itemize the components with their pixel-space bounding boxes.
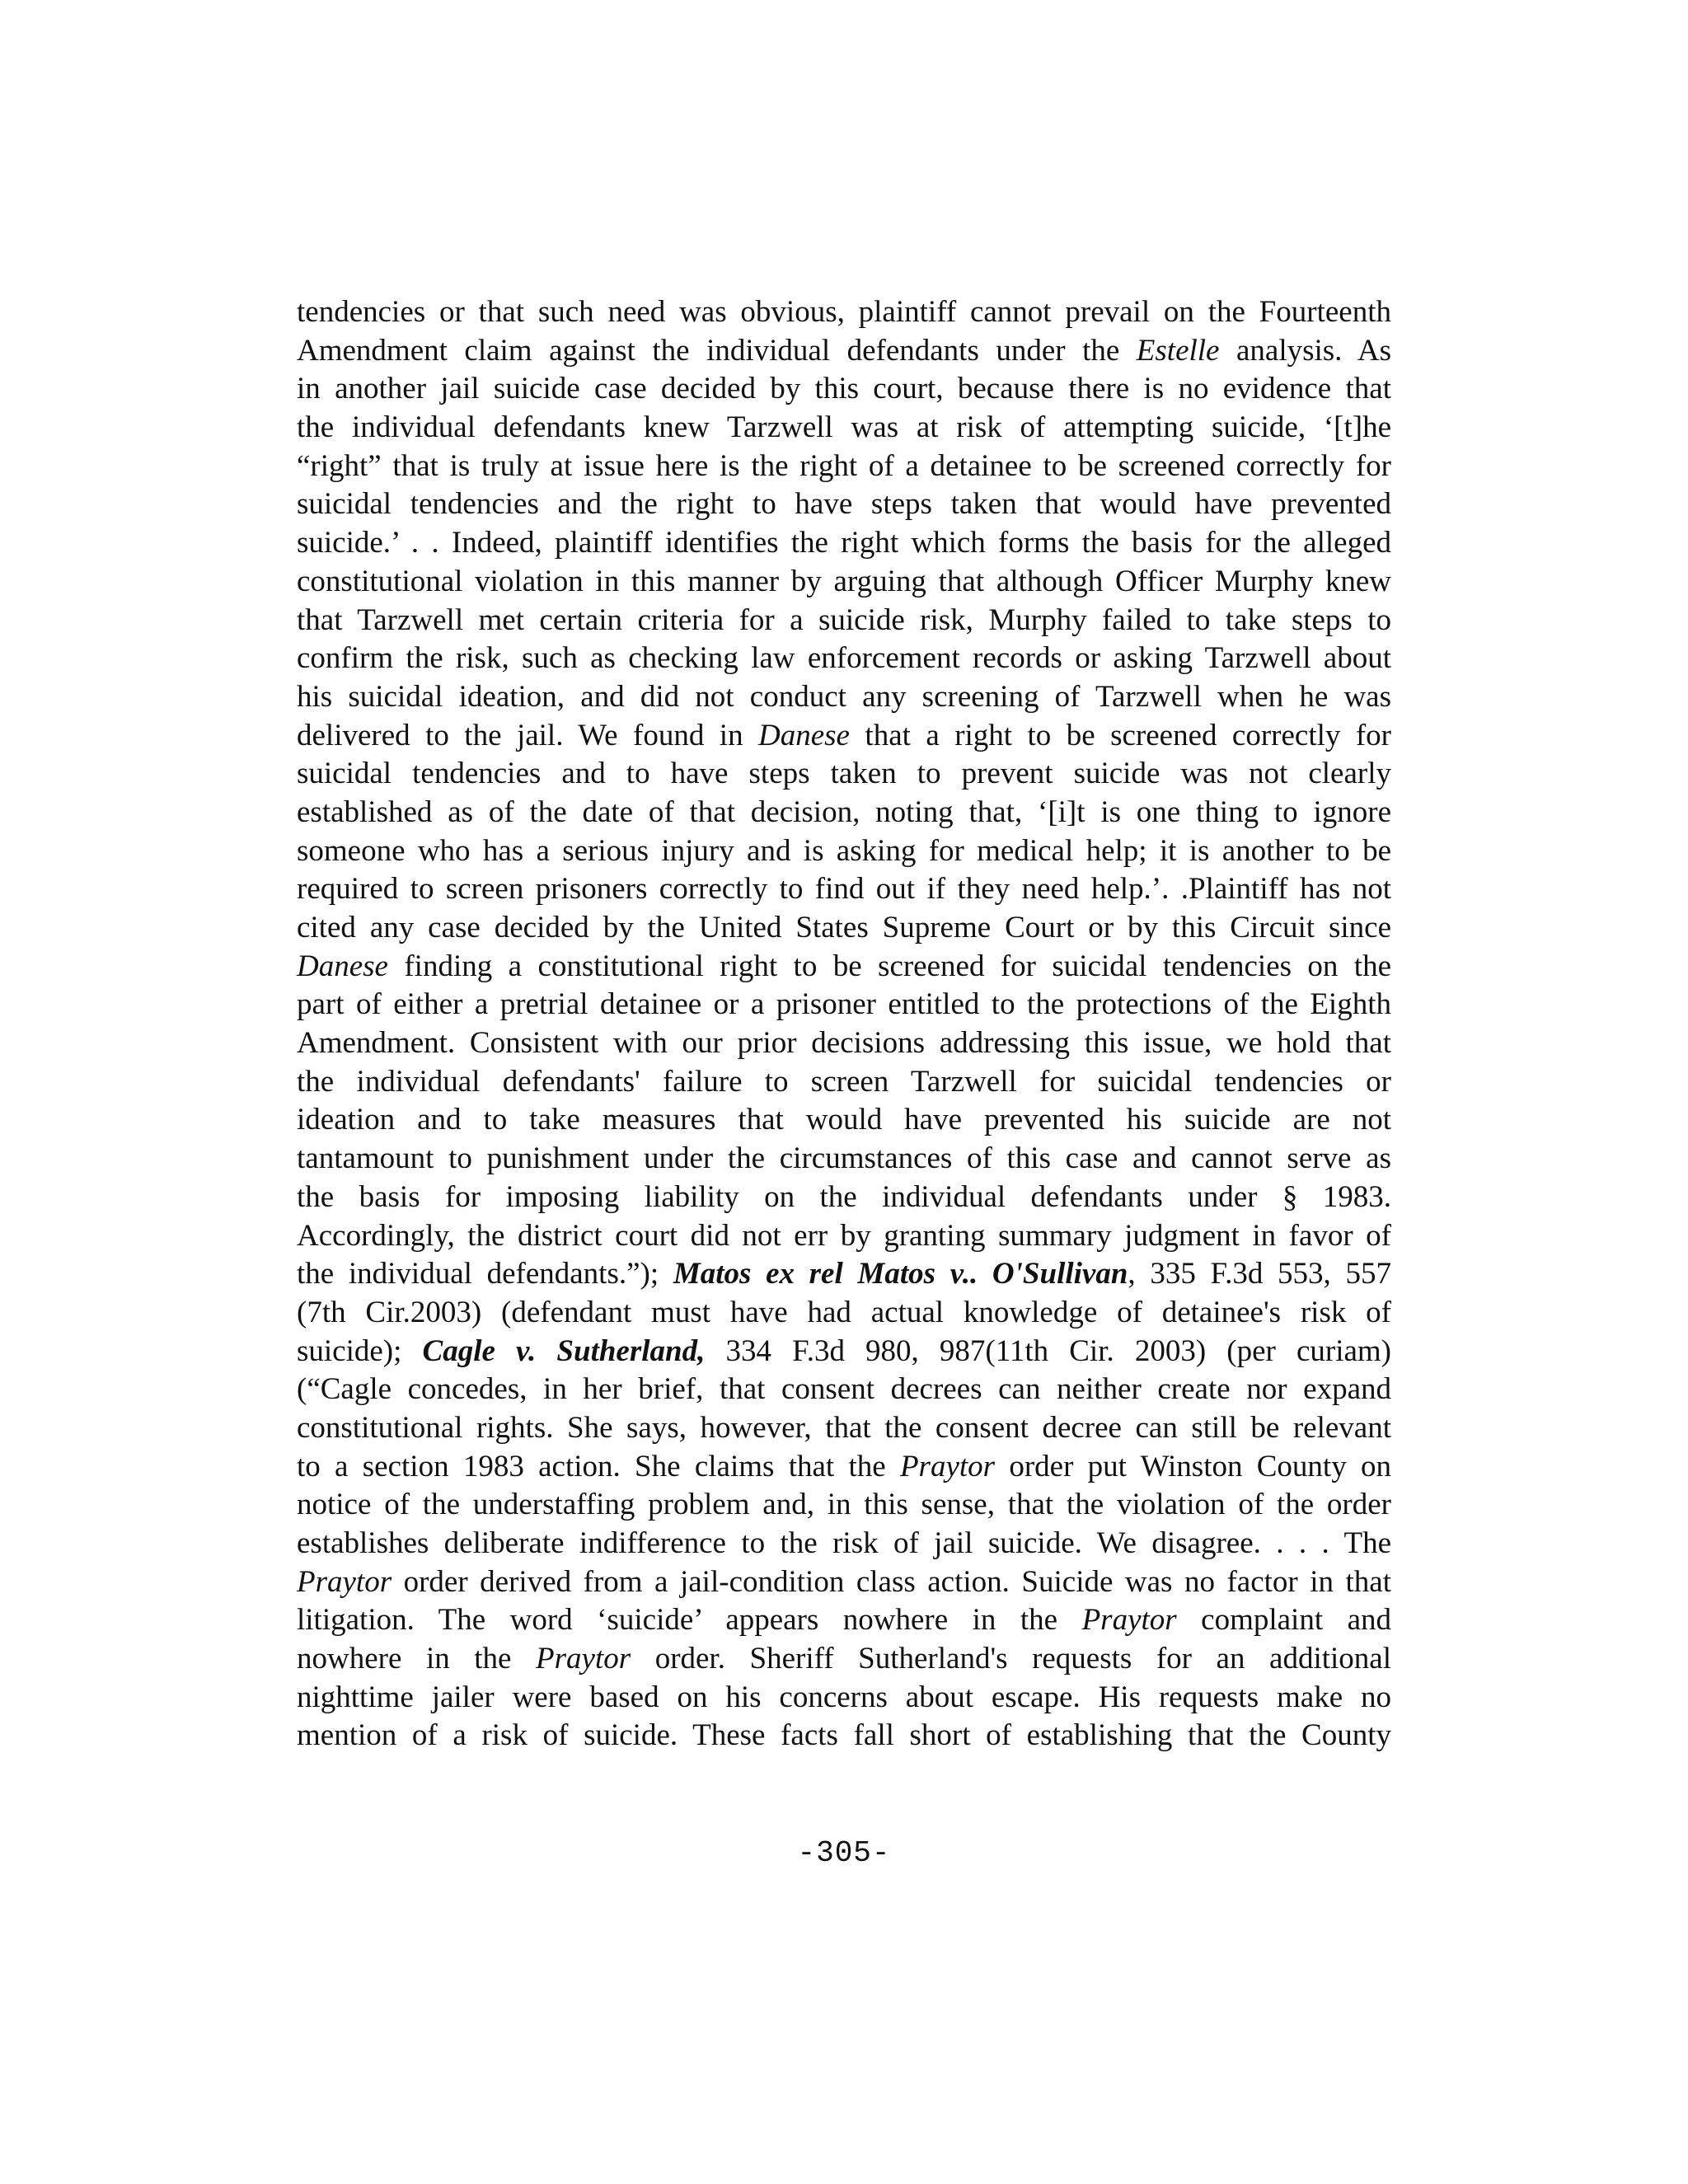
text-run: cited any case decided by the United States Supreme Court or by this Circuit since bbox=[297, 911, 1391, 944]
text-line bbox=[297, 1140, 1391, 1179]
text-run: Amendment. Consistent with our prior decisions addressing this issue, we hold that bbox=[297, 1026, 1391, 1061]
text-run: analysis. As bbox=[1219, 333, 1391, 368]
text-run: suicidal tendencies and to have steps taken to prevent suicide was not clearly bbox=[297, 757, 1391, 791]
text-run: delivered to the jail. We found in bbox=[297, 718, 759, 752]
text-line bbox=[297, 1294, 1391, 1333]
text-run: nowhere in the bbox=[297, 1642, 537, 1676]
text-run: that Tarzwell met certain criteria for a suicide risk, Murphy failed to take steps to bbox=[297, 602, 1391, 637]
text-line bbox=[297, 1179, 1391, 1217]
text-run: 334 F.3d 980, 987(11th Cir. 2003) (per curiam) bbox=[705, 1333, 1391, 1368]
text-run: his suicidal ideation, and did not conduct any screening of Tarzwell when he was bbox=[297, 679, 1391, 714]
text-line bbox=[297, 370, 1391, 409]
text-line bbox=[297, 717, 1391, 756]
text-run: establishes deliberate indifference to the risk of jail suicide. We disagree. . . . The bbox=[297, 1526, 1391, 1560]
text-run: order derived from a jail-condition class action. Suicide was no factor in that bbox=[392, 1564, 1391, 1599]
text-line bbox=[297, 1333, 1391, 1371]
emphasized-text: Praytor bbox=[899, 1449, 996, 1483]
text-run: nighttime jailer were based on his concerns about escape. His requests make no bbox=[297, 1680, 1391, 1714]
emphasized-text: Praytor bbox=[1081, 1603, 1177, 1638]
text-line bbox=[297, 563, 1391, 602]
text-run: mention of a risk of suicide. These facts fall short of establishing that the County bbox=[297, 1718, 1391, 1753]
text-line bbox=[297, 1640, 1391, 1679]
text-run: tendencies or that such need was obvious, plaintiff cannot prevail on the Fourteenth bbox=[297, 295, 1391, 329]
text-run: “right” that is truly at issue here is the right of a detainee to be screened correctly for bbox=[297, 448, 1391, 483]
text-line bbox=[297, 1101, 1391, 1140]
text-line bbox=[297, 1371, 1391, 1409]
emphasized-text: Cagle v. Sutherland, bbox=[422, 1333, 706, 1368]
text-run: Amendment claim against the individual defendants under the bbox=[297, 333, 1137, 368]
text-line bbox=[297, 1563, 1391, 1602]
emphasized-text: Praytor bbox=[297, 1564, 392, 1599]
emphasized-text: Matos ex rel Matos v.. O'Sullivan bbox=[673, 1257, 1128, 1291]
text-line bbox=[297, 794, 1391, 832]
text-line bbox=[297, 409, 1391, 448]
text-run: litigation. The word ‘suicide’ appears nowhere in the bbox=[297, 1603, 1082, 1638]
emphasized-text: Danese bbox=[297, 949, 388, 983]
text-run: (7th Cir.2003) (defendant must have had actual knowledge of detainee's risk of bbox=[297, 1295, 1391, 1329]
text-run: suicide.’ . . Indeed, plaintiff identifies the right which forms the basis for the alleged bbox=[297, 526, 1391, 560]
body-text bbox=[297, 293, 1391, 1755]
text-line bbox=[297, 1679, 1391, 1718]
text-run: in another jail suicide case decided by this court, because there is no evidence that bbox=[297, 372, 1391, 406]
text-line bbox=[297, 832, 1391, 871]
text-line bbox=[297, 1255, 1391, 1294]
text-run: order. Sheriff Sutherland's requests for an additional bbox=[631, 1642, 1391, 1676]
text-run: finding a constitutional right to be screened for suicidal tendencies on the bbox=[387, 949, 1391, 983]
text-run: confirm the risk, such as checking law enforcement records or asking Tarzwell about bbox=[297, 641, 1391, 676]
text-line bbox=[297, 1486, 1391, 1525]
text-run: constitutional violation in this manner by arguing that although Officer Murphy knew bbox=[297, 564, 1391, 598]
text-run: someone who has a serious injury and is asking for medical help; it is another to be bbox=[297, 833, 1391, 868]
text-run: that a right to be screened correctly for bbox=[849, 718, 1391, 752]
text-run: order put Winston County on bbox=[995, 1449, 1391, 1483]
text-run: Accordingly, the district court did not err by granting summary judgment in favor of bbox=[297, 1218, 1391, 1253]
text-line bbox=[297, 332, 1391, 371]
text-line bbox=[297, 485, 1391, 524]
text-run: the individual defendants.”); bbox=[297, 1257, 673, 1291]
text-line bbox=[297, 1024, 1391, 1063]
text-line bbox=[297, 986, 1391, 1024]
text-line bbox=[297, 755, 1391, 794]
text-run: required to screen prisoners correctly to find out if they need help.’. .Plaintiff has not bbox=[297, 872, 1391, 907]
emphasized-text: Estelle bbox=[1136, 333, 1220, 368]
text-line bbox=[297, 948, 1391, 987]
text-run: the individual defendants' failure to screen Tarzwell for suicidal tendencies or bbox=[297, 1064, 1391, 1099]
text-line bbox=[297, 524, 1391, 563]
text-line bbox=[297, 640, 1391, 678]
text-run: constitutional rights. She says, however, that the consent decree can still be relevant bbox=[297, 1410, 1391, 1445]
text-run: the basis for imposing liability on the individual defendants under § 1983. bbox=[297, 1179, 1391, 1214]
text-line bbox=[297, 293, 1391, 332]
text-run: tantamount to punishment under the circumstances of this case and cannot serve as bbox=[297, 1141, 1391, 1176]
text-line bbox=[297, 909, 1391, 948]
text-line bbox=[297, 1601, 1391, 1640]
text-run: , 335 F.3d 553, 557 bbox=[1128, 1257, 1391, 1291]
text-run: to a section 1983 action. She claims that the bbox=[297, 1449, 900, 1483]
page-number: -305- bbox=[797, 1836, 891, 1870]
text-line bbox=[297, 1063, 1391, 1102]
text-run: part of either a pretrial detainee or a prisoner entitled to the protections of the Eighth bbox=[297, 987, 1391, 1022]
text-line bbox=[297, 1525, 1391, 1563]
text-line bbox=[297, 678, 1391, 717]
text-line bbox=[297, 1448, 1391, 1487]
text-run: established as of the date of that decision, noting that, ‘[i]t is one thing to ignore bbox=[297, 794, 1391, 829]
text-run: ideation and to take measures that would have prevented his suicide are not bbox=[297, 1103, 1391, 1137]
text-line bbox=[297, 870, 1391, 909]
text-run: (“Cagle concedes, in her brief, that consent decrees can neither create nor expand bbox=[297, 1372, 1391, 1407]
emphasized-text: Danese bbox=[758, 718, 850, 752]
text-run: the individual defendants knew Tarzwell was at risk of attempting suicide, ‘[t]he bbox=[297, 410, 1391, 445]
text-line bbox=[297, 1409, 1391, 1448]
text-line bbox=[297, 1217, 1391, 1256]
text-line bbox=[297, 448, 1391, 486]
text-run: complaint and bbox=[1176, 1603, 1391, 1638]
emphasized-text: Praytor bbox=[536, 1642, 631, 1676]
text-line bbox=[297, 602, 1391, 640]
text-run: suicide); bbox=[297, 1333, 423, 1368]
text-line bbox=[297, 1717, 1391, 1755]
text-run: notice of the understaffing problem and, in this sense, that the violation of the order bbox=[297, 1488, 1391, 1522]
text-run: suicidal tendencies and the right to have steps taken that would have prevented bbox=[297, 487, 1391, 522]
